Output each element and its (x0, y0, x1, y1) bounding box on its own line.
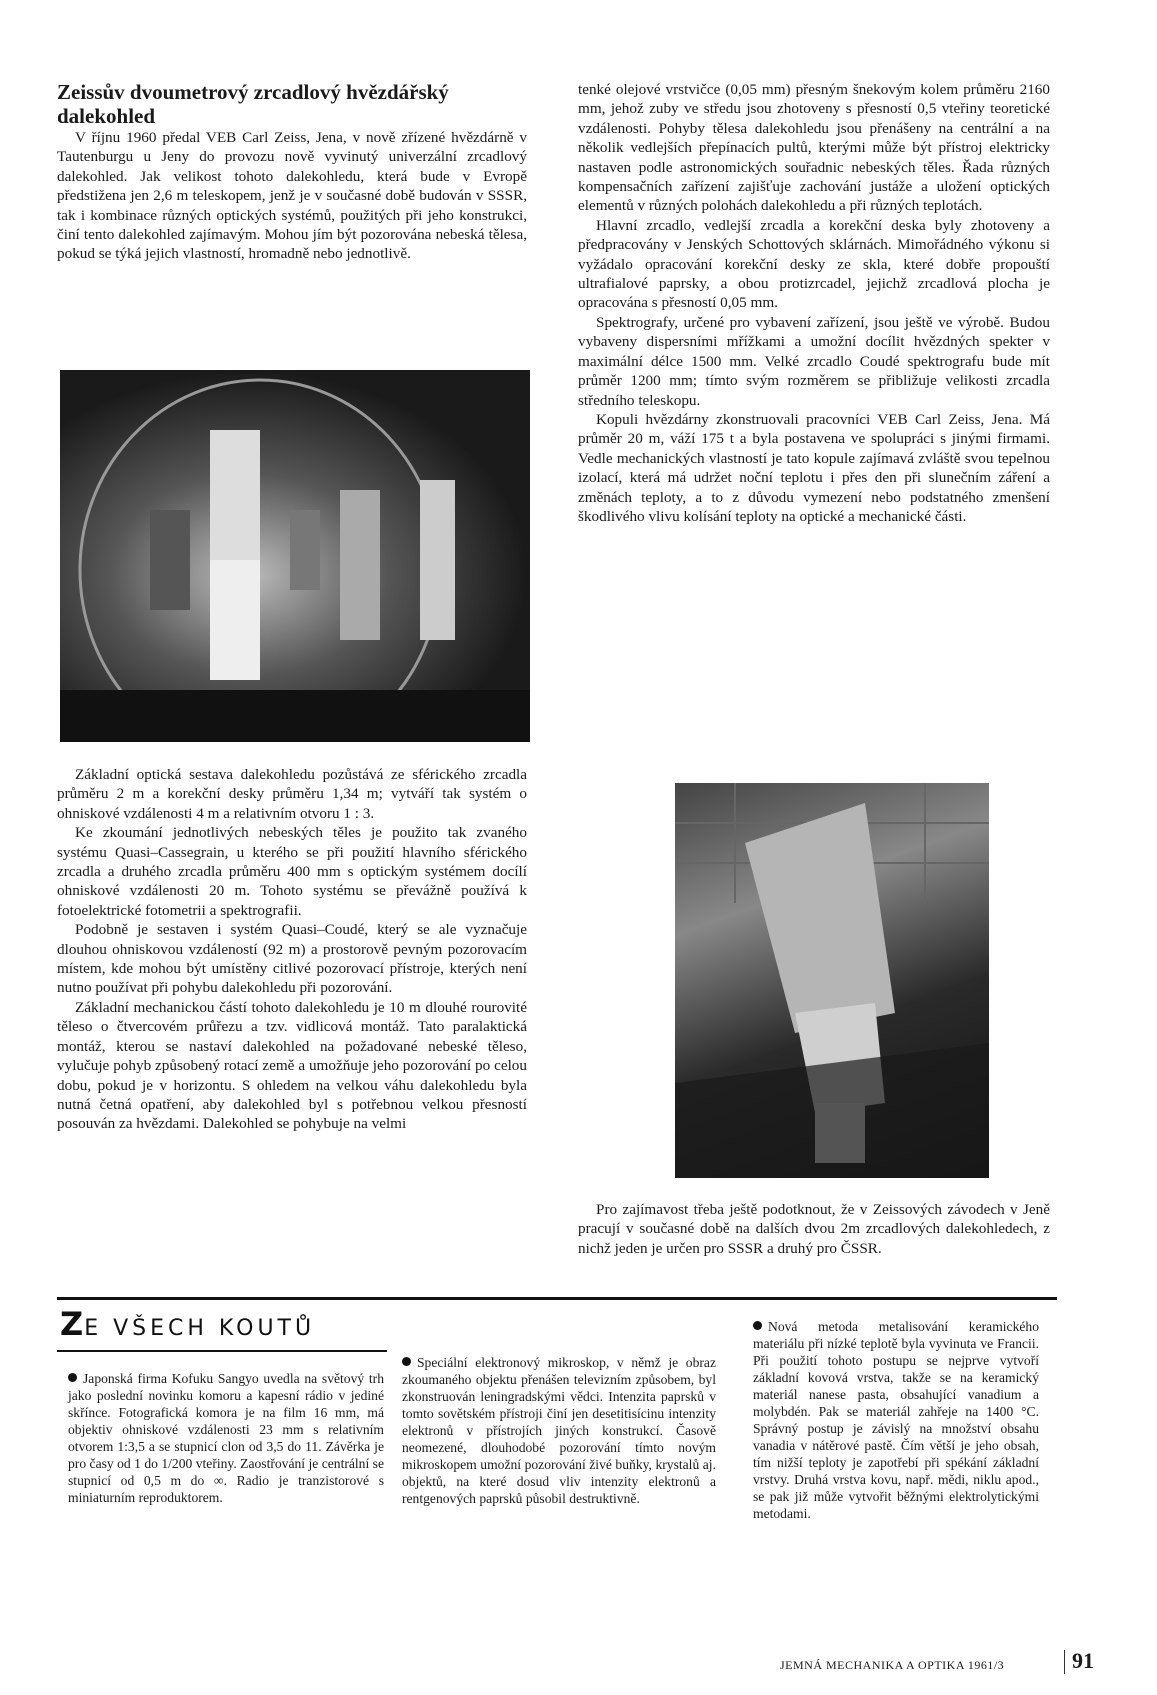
news-text: Japonská firma Kofuku Sangyo uvedla na světový trh jako poslední novinku komoru a kapesní rádio v jediné skřínce. Fotografická komora je na film 16 mm, má objektiv ohniskové vzdálenosti 23 mm s relativním otvorem 1:3,5 a se stupnicí clon od 3,5 do 11. Závěrka je pro časy od 1 do 1/200 vteřiny. Zaostřování je centrální se stupnicí od 0,5 m do ∞. Radio je tranzistorové s miniaturním reproduktorem. (68, 1371, 384, 1505)
article-intro (57, 128, 527, 264)
news-item (402, 1354, 716, 1507)
article-right-column (578, 80, 1050, 526)
news-text: Speciální elektronový mikroskop, v němž je obraz zkoumaného objektu přenášen televizním způsobem, byl zkonstruován leningradskými vědci. Intenzita paprsků v tomto sovětském přístroji činí jen desetitisícinu intenzity elektronů v přístrojích jiných konstrukcí. Časově neomezené, dlouhodobé pozorování tímto novým mikroskopem umožní pozorování živé buňky, krystalů aj. objektů, na které dosud vliv intenzity elektronů a rentgenových paprsků působil destruktivně. (402, 1355, 716, 1506)
section-heading-initial: Z (60, 1305, 85, 1343)
article-closing-paragraph (578, 1200, 1050, 1258)
news-text: Nová metoda metalisování keramického materiálu při nízké teplotě byla vyvinuta ve Francii. Při použití tohoto postupu se nejprve vytvoří základní kovová vrstva, takže se na keramický materiál nanese pasta, obsahující vanadium a molybdén. Pak se materiál zahřeje na 1400 °C. Správný postup je závislý na množství obsahu vanadia v nátěrové pastě. Čím větší je jeho obsah, tím nižší teploty je zapotřebí při spékání základní vrstvy. Druhá vrstva kovu, např. mědi, niklu apod., se pak již může vytvořit běžnými elektrolytickými metodami. (753, 1319, 1039, 1521)
article-body-left (57, 765, 527, 1134)
paragraph: tenké olejové vrstvičce (0,05 mm) přesným šnekovým kolem průměru 2160 mm, jehož zuby ve středu jsou zhotoveny s přesností 0,5 vteřiny teoretické vzdálenosti. Pohyby tělesa dalekohledu jsou přenášeny na centrální a na několik vedlejších přepínacích pultů, kterými může být přístroj elektricky nastaven podle astronomických souřadnic nebeských těles. Řada různých kompensačních zařízení zajišťuje zachování justáže a uložení optických elementů v různých polohách dalekohledu a při různých teplotách. (578, 81, 1050, 215)
section-divider (57, 1297, 1057, 1300)
photo-workers-with-mirror (60, 370, 530, 742)
article-title: Zeissův dvoumetrový zrcadlový hvězdářský dalekohled (57, 80, 449, 128)
bullet-icon (68, 1373, 77, 1382)
bullet-icon (402, 1357, 411, 1366)
news-item (68, 1370, 384, 1506)
paragraph: Ke zkoumání jednotlivých nebeských těles je použito tak zvaného systému Quasi–Cassegrain, u kterého se při použití hlavního sférického zrcadla a druhého zrcadla průměru 400 mm s optickým systémem docílí ohniskové vzdálenosti 20 m. Tohoto systému se převážně používá k fotoelektrické fotometrii a spektrografii. (57, 824, 527, 919)
photo-image (60, 370, 530, 742)
section-heading-underline (57, 1350, 387, 1352)
paragraph: Pro zajímavost třeba ještě podotknout, že v Zeissových závodech v Jeně pracují v současné době na dalších dvou 2m zrcadlových dalekohledech, z nichž jeden je určen pro SSSR a druhý pro ČSSR. (578, 1201, 1050, 1257)
paragraph: V říjnu 1960 předal VEB Carl Zeiss, Jena, v nově zřízené hvězdárně v Tautenburgu u Jeny do provozu nově vyvinutý univerzální zrcadlový dalekohled. Jak velikost tohoto dalekohledu, která bude v Evropě předstižena jen 2,6 m teleskopem, jenž je v současné době budován v SSSR, tak i kombinace různých optických systémů, použitých při jeho konstrukci, činí tento dalekohled zajímavým. Mohou jím být pozorována nebeská tělesa, pokud se týká jejich vlastností, hromadně nebo jednotlivě. (57, 129, 527, 263)
paragraph: Podobně je sestaven i systém Quasi–Coudé, který se ale vyznačuje dlouhou ohniskovou vzdáleností (92 m) a prostorově pevným pozorovacím místem, kde mohou být umístěny citlivé pozorovací přístroje, kterých není nutno používat při pohybu dalekohledu při pozorování. (57, 921, 527, 997)
bullet-icon (753, 1321, 762, 1330)
paragraph: Hlavní zrcadlo, vedlejší zrcadla a korekční deska byly zhotoveny a předpracovány v Jenských Schottových sklárnách. Mimořádného výkonu si vyžádalo opracování korekční desky ze skla, které dobře propouští ultrafialové paprsky, a obou protizrcadel, jejichž zrcadlová plocha je opracována s přesností 0,05 mm. (578, 216, 1050, 312)
paragraph: Spektrografy, určené pro vybavení zařízení, jsou ještě ve výrobě. Budou vybaveny dispersními mřížkami a umožní docílit hvězdných spekter v maximální délce 1500 mm. Velké zrcadlo Coudé spektrografu bude mít průměr 1200 mm; tímto svým rozměrem se přibližuje velikosti zrcadla středního teleskopu. (578, 313, 1050, 409)
photo-image (675, 783, 989, 1178)
section-heading (60, 1305, 315, 1343)
footer-separator (1064, 1650, 1065, 1674)
news-item (753, 1318, 1039, 1522)
paragraph: Základní mechanickou částí tohoto dalekohledu je 10 m dlouhé rourovité těleso o čtvercovém průřezu a tzv. vidlicová montáž. Tato paralaktická montáž, kterou se nastaví dalekohled na požadované nebeské těleso, vylučuje pohyb způsobený rotací země a umožňuje jeho pozorování po celou dobu, pokud je v horizontu. S ohledem na velkou váhu dalekohledu byla nutná četná opatření, aby dalekohled byl s potřebnou velkou přesností posouván za hvězdami. Dalekohled se pohybuje na velmi (57, 998, 527, 1133)
section-heading-rest: E VŠECH KOUTŮ (84, 1316, 316, 1341)
page-number: 91 (1072, 1648, 1094, 1673)
journal-footer: JEMNÁ MECHANIKA A OPTIKA 1961/3 (780, 1658, 1005, 1672)
paragraph: Kopuli hvězdárny zkonstruovali pracovníci VEB Carl Zeiss, Jena. Má průměr 20 m, váží 175 t a byla postavena ve spolupráci s jinými firmami. Vedle mechanických vlastností je tato kopule zajímavá zvláště svou tepelnou izolací, která má udržet noční teplotu i přes den při slunečním záření a změnách teploty, a to z důvodu vymezení nebo podstatného zmenšení škodlivého vlivu kolísání teploty na optické a mechanické části. (578, 410, 1050, 525)
paragraph: Základní optická sestava dalekohledu pozůstává ze sférického zrcadla průměru 2 m a korekční desky průměru 1,34 m; vytváří tak systém o ohniskové vzdálenosti 4 m a relativním otvoru 1 : 3. (57, 766, 527, 822)
photo-telescope-in-dome (675, 783, 989, 1178)
